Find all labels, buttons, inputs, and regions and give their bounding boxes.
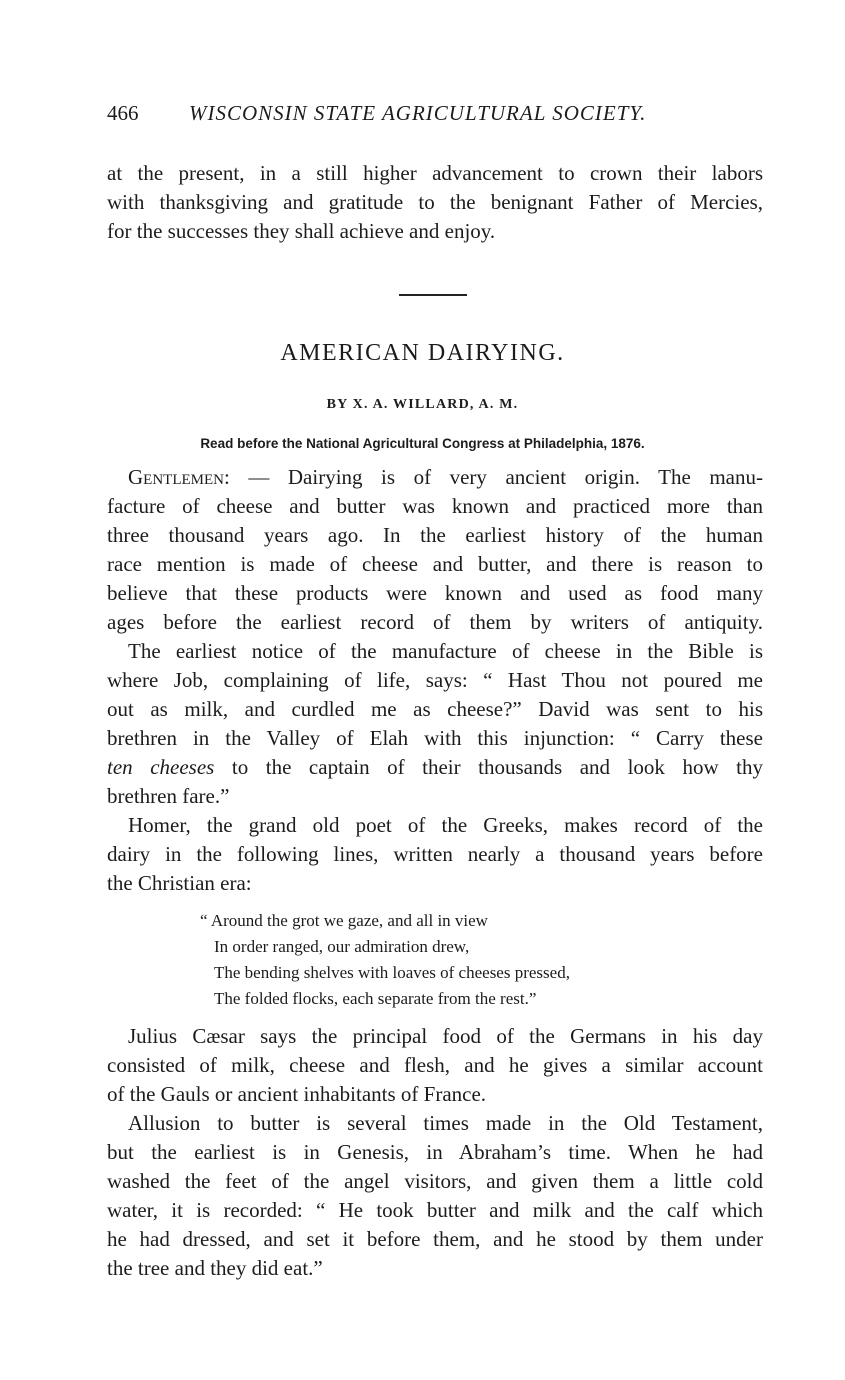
text-run: to the captain of their thousands and look how thy xyxy=(214,755,763,779)
text-line: race mention is made of cheese and butter, and there is reason to xyxy=(107,552,763,576)
text-line: water, it is recorded: “ He took butter and milk and the calf which xyxy=(107,1198,763,1222)
page-number: 466 xyxy=(107,101,139,125)
text-line xyxy=(107,753,763,782)
verse-line: “ Around the grot we gaze, and all in view xyxy=(200,911,488,930)
running-title: WISCONSIN STATE AGRICULTURAL SOCIETY. xyxy=(189,101,647,125)
article-read-note: Read before the National Agricultural Congress at Philadelphia, 1876. xyxy=(200,436,645,451)
text-line: The earliest notice of the manufacture of cheese in the Bible is xyxy=(128,639,763,663)
text-line: where Job, complaining of life, says: “ Hast Thou not poured me xyxy=(107,668,763,692)
text-line: Homer, the grand old poet of the Greeks, makes record of the xyxy=(128,813,763,837)
text-line: of the Gauls or ancient inhabitants of France. xyxy=(107,1082,487,1106)
article-title: AMERICAN DAIRYING. xyxy=(280,340,565,366)
text-line xyxy=(128,463,763,492)
salutation: Gentlemen: xyxy=(128,465,230,489)
article-byline: BY X. A. WILLARD, A. M. xyxy=(326,397,519,412)
text-line: three thousand years ago. In the earliest history of the human xyxy=(107,523,763,547)
text-line: washed the feet of the angel visitors, and given them a little cold xyxy=(107,1169,763,1193)
text-line: dairy in the following lines, written nearly a thousand years before xyxy=(107,842,763,866)
text-line: ages before the earliest record of them by writers of antiquity. xyxy=(107,610,763,634)
italic-phrase: ten cheeses xyxy=(107,755,215,779)
verse-line: The folded flocks, each separate from the rest.” xyxy=(214,989,537,1008)
text-line: facture of cheese and butter was known and practiced more than xyxy=(107,494,763,518)
text-line: out as milk, and curdled me as cheese?” David was sent to his xyxy=(107,697,763,721)
text-run: — Dairying is of very ancient origin. The manu- xyxy=(229,465,763,489)
text-line: the tree and they did eat.” xyxy=(107,1256,323,1280)
text-line: with thanksgiving and gratitude to the benignant Father of Mercies, xyxy=(107,190,763,214)
text-line: Allusion to butter is several times made in the Old Testament, xyxy=(128,1111,763,1135)
text-line: at the present, in a still higher advancement to crown their labors xyxy=(107,161,763,185)
text-line: consisted of milk, cheese and flesh, and he gives a similar account xyxy=(107,1053,763,1077)
running-header xyxy=(107,101,765,133)
section-divider xyxy=(399,294,467,296)
verse-line: The bending shelves with loaves of cheeses pressed, xyxy=(214,963,570,982)
verse-line: In order ranged, our admiration drew, xyxy=(214,937,470,956)
text-line: Julius Cæsar says the principal food of the Germans in his day xyxy=(128,1024,763,1048)
text-line: brethren in the Valley of Elah with this injunction: “ Carry these xyxy=(107,726,763,750)
text-line: but the earliest is in Genesis, in Abraham’s time. When he had xyxy=(107,1140,763,1164)
text-line: the Christian era: xyxy=(107,871,252,895)
text-line: believe that these products were known and used as food many xyxy=(107,581,763,605)
text-line: brethren fare.” xyxy=(107,784,230,808)
text-line: for the successes they shall achieve and enjoy. xyxy=(107,219,496,243)
text-line: he had dressed, and set it before them, and he stood by them under xyxy=(107,1227,763,1251)
